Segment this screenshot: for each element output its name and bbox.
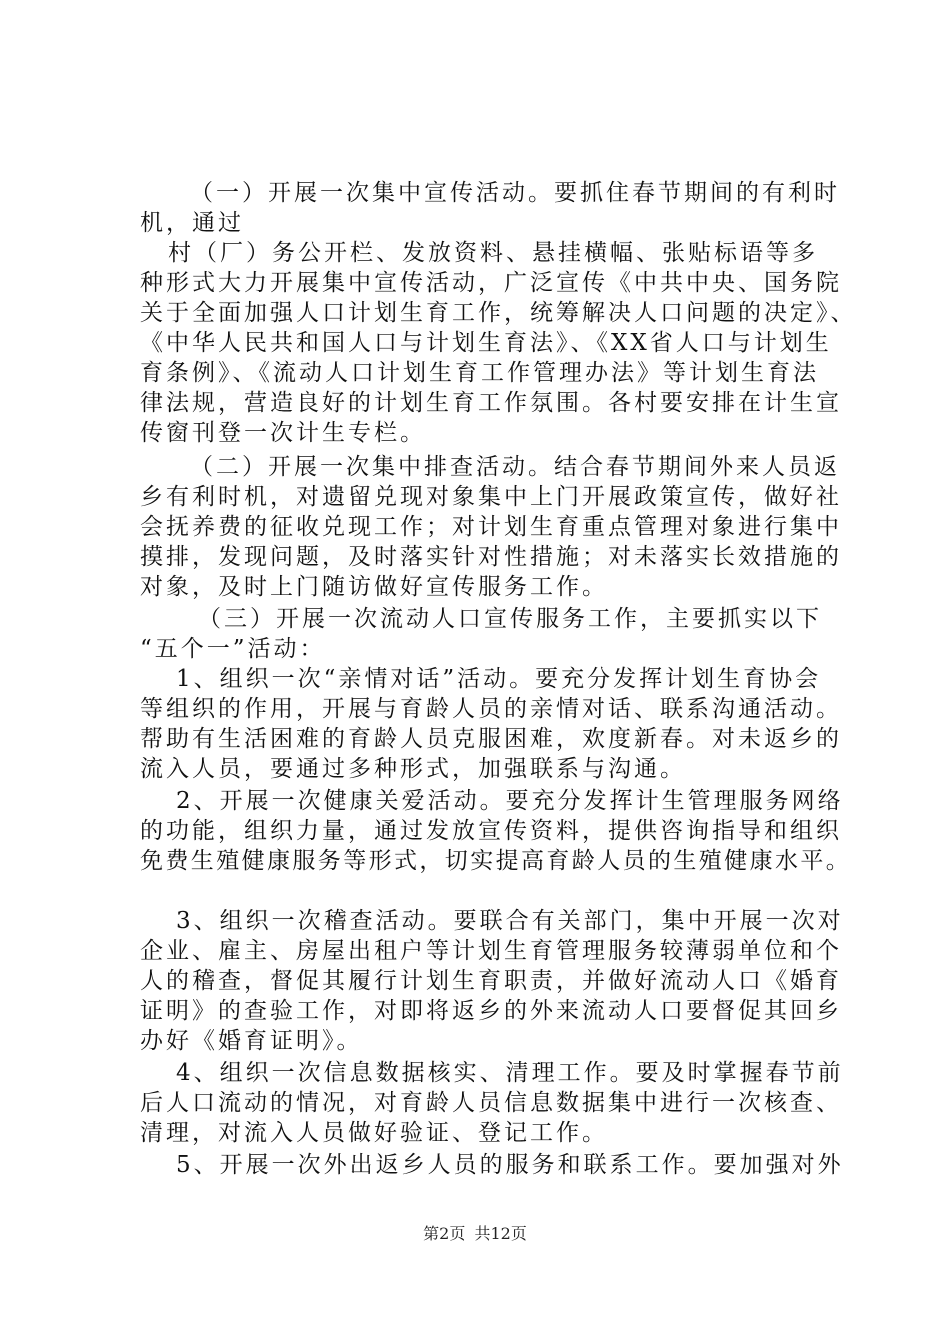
text-line: 乡有利时机，对遗留兑现对象集中上门开展政策宣传，做好社: [140, 484, 842, 510]
text-line: 流入人员，要通过多种形式，加强联系与沟通。: [140, 756, 686, 782]
text-line: 育条例》、《流动人口计划生育工作管理办法》等计划生育法: [140, 360, 819, 386]
text-line: 摸排，发现问题，及时落实针对性措施；对未落实长效措施的: [140, 544, 842, 570]
text-line: “五个一”活动：: [140, 636, 326, 662]
text-line: 5、开展一次外出返乡人员的服务和联系工作。要加强对外: [176, 1152, 844, 1178]
text-line: 律法规，营造良好的计划生育工作氛围。各村要安排在计生宣: [140, 390, 842, 416]
text-line: 传窗刊登一次计生专栏。: [140, 420, 426, 446]
page-footer: [0, 1224, 950, 1244]
text-line: 后人口流动的情况，对育龄人员信息数据集中进行一次核查、: [140, 1090, 842, 1116]
text-line: 企业、雇主、房屋出租户等计划生育管理服务较薄弱单位和个: [140, 938, 842, 964]
text-line: 《中华人民共和国人口与计划生育法》、《XX省人口与计划生: [140, 330, 832, 356]
text-line: 会抚养费的征收兑现工作；对计划生育重点管理对象进行集中: [140, 514, 842, 540]
text-line: 免费生殖健康服务等形式，切实提高育龄人员的生殖健康水平。: [140, 848, 852, 874]
text-line: 村（厂）务公开栏、发放资料、悬挂横幅、张贴标语等多: [168, 240, 818, 266]
text-line: 的功能，组织力量，通过发放宣传资料，提供咨询指导和组织: [140, 818, 842, 844]
text-line: 办好《婚育证明》。: [140, 1028, 363, 1054]
text-line: 等组织的作用，开展与育龄人员的亲情对话、联系沟通活动。: [140, 696, 842, 722]
text-line: 种形式大力开展集中宣传活动，广泛宣传《中共中央、国务院: [140, 270, 842, 296]
text-line: （一）开展一次集中宣传活动。要抓住春节期间的有利时: [190, 180, 840, 206]
text-line: 2、开展一次健康关爱活动。要充分发挥计生管理服务网络: [176, 788, 844, 814]
page-total: 共12页: [474, 1224, 527, 1243]
text-line: （二）开展一次集中排查活动。结合春节期间外来人员返: [190, 454, 840, 480]
text-line: 帮助有生活困难的育龄人员克服困难，欢度新春。对未返乡的: [140, 726, 842, 752]
text-line: 机，通过: [140, 210, 244, 236]
text-line: 3、组织一次稽查活动。要联合有关部门，集中开展一次对: [176, 908, 844, 934]
text-line: 人的稽查，督促其履行计划生育职责，并做好流动人口《婚育: [140, 968, 842, 994]
page-number: 第2页: [423, 1224, 466, 1243]
text-line: 证明》的查验工作，对即将返乡的外来流动人口要督促其回乡: [140, 998, 842, 1024]
text-line: 对象，及时上门随访做好宣传服务工作。: [140, 574, 608, 600]
text-line: 4、组织一次信息数据核实、清理工作。要及时掌握春节前: [176, 1060, 844, 1086]
text-line: 清理，对流入人员做好验证、登记工作。: [140, 1120, 608, 1146]
text-line: 1、组织一次“亲情对话”活动。要充分发挥计划生育协会: [176, 666, 822, 692]
text-line: （三）开展一次流动人口宣传服务工作，主要抓实以下: [198, 606, 822, 632]
text-line: 关于全面加强人口计划生育工作，统筹解决人口问题的决定》、: [140, 300, 857, 326]
